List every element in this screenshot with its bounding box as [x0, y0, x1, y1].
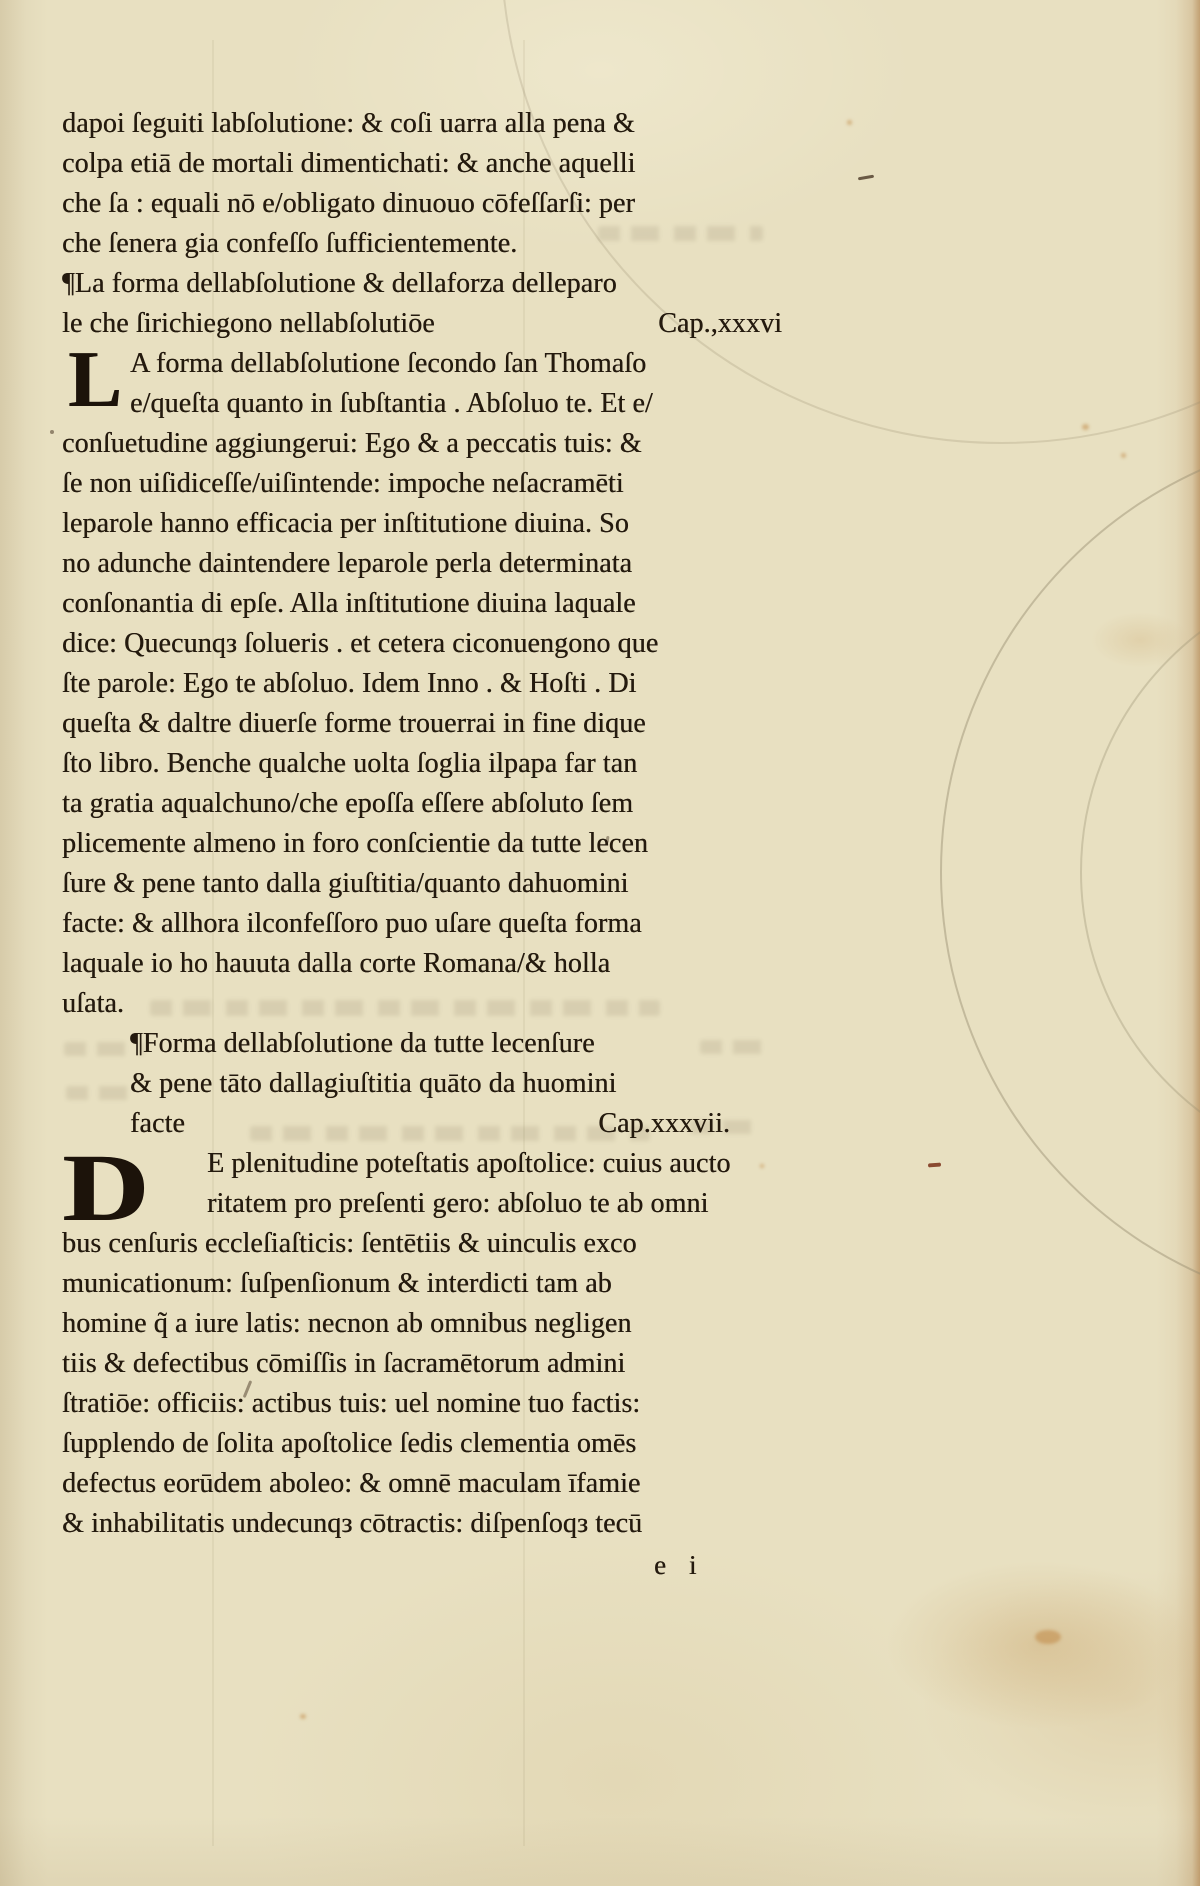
- text-line: [62, 1224, 782, 1264]
- text-line: [62, 904, 782, 944]
- signature-mark: e i: [654, 1550, 697, 1580]
- text-line: [62, 864, 782, 904]
- line-text: tiis & defectibus cōmiſſis in ſacramētorum admini: [62, 1348, 626, 1379]
- line-text: dapoi ſeguiti labſolutione: & coſi uarra alla pena &: [62, 108, 635, 139]
- line-text: plicemente almeno in foro conſcientie da tutte lecen: [62, 828, 648, 859]
- text-line: [62, 544, 782, 584]
- line-text: defectus eorūdem aboleo: & omnē maculam īfamie: [62, 1468, 641, 1499]
- text-line: [62, 1024, 782, 1064]
- line-text: ¶Forma dellabſolutione da tutte lecenſure: [130, 1028, 595, 1059]
- line-text: ¶La forma dellabſolutione & dellaforza delleparo: [62, 268, 617, 299]
- ink-speck: [50, 430, 54, 434]
- text-line: [62, 584, 782, 624]
- text-line: [62, 224, 782, 264]
- line-text: municationum: ſuſpenſionum & interdicti tam ab: [62, 1268, 612, 1299]
- line-text: colpa etiā de mortali dimentichati: & anche aquelli: [62, 148, 636, 179]
- line-text: ſupplendo de ſolita apoſtolice ſedis clementia omēs: [62, 1428, 637, 1459]
- text-line: [62, 824, 782, 864]
- line-text: E plenitudine poteſtatis apoſtolice: cuius aucto: [207, 1148, 731, 1179]
- text-line: [62, 1464, 782, 1504]
- foxing-spot: [300, 1714, 306, 1719]
- line-text: e/queſta quanto in ſubſtantia . Abſoluo te. Et e/: [130, 388, 653, 419]
- drop-cap-initial: L: [68, 336, 122, 424]
- line-text: queſta & daltre diuerſe forme trouerrai in fine dique: [62, 708, 646, 739]
- line-text: homine q̃ a iure latis: necnon ab omnibus negligen: [62, 1308, 632, 1339]
- line-text: dice: Quecunqз ſolueris . et cetera ciconuengono que: [62, 628, 659, 659]
- line-text: facte: & allhora ilconfeſſoro puo uſare queſta forma: [62, 908, 642, 939]
- line-text: che ſenera gia confeſſo ſufficientemente.: [62, 228, 518, 259]
- text-line: [62, 984, 782, 1024]
- foxing-spot: [1121, 453, 1126, 458]
- foxing-spot: [847, 120, 852, 125]
- text-line: [62, 424, 782, 464]
- text-line: [62, 784, 782, 824]
- text-line: [62, 1184, 782, 1224]
- text-line: [62, 264, 782, 304]
- line-text: ſe non uiſidiceſſe/uiſintende: impoche neſacramēti: [62, 468, 624, 499]
- line-text: facte: [130, 1108, 185, 1139]
- chapter-number: Cap.,xxxvi: [658, 308, 782, 339]
- line-text: & inhabilitatis undecunqз cōtractis: diſpenſoqз tecū: [62, 1508, 643, 1539]
- line-text: no adunche daintendere leparole perla determinata: [62, 548, 633, 579]
- line-text: uſata.: [62, 988, 125, 1019]
- text-line: [62, 144, 782, 184]
- text-line: [62, 1104, 782, 1144]
- text-line: [62, 104, 782, 144]
- text-line: [62, 1384, 782, 1424]
- foxing-spot: [1035, 1630, 1061, 1644]
- text-line: [62, 1264, 782, 1304]
- line-text: ta gratia aqualchuno/che epoſſa eſſere abſoluto ſem: [62, 788, 634, 819]
- line-text: A forma dellabſolutione ſecondo ſan Thomaſo: [130, 348, 647, 379]
- line-text: ſure & pene tanto dalla giuſtitia/quanto dahuomini: [62, 868, 629, 899]
- text-line: [62, 304, 782, 344]
- line-text: leparole hanno efficacia per inſtitutione diuina. So: [62, 508, 629, 539]
- text-line: [62, 464, 782, 504]
- text-line: [62, 504, 782, 544]
- text-line: [62, 944, 782, 984]
- text-line: [62, 1064, 782, 1104]
- line-text: ſte parole: Ego te abſoluo. Idem Inno . & Hoſti . Di: [62, 668, 637, 699]
- line-text: bus cenſuris eccleſiaſticis: ſentētiis & uinculis exco: [62, 1228, 637, 1259]
- text-line: [62, 624, 782, 664]
- line-text: conſonantia di epſe. Alla inſtitutione diuina laquale: [62, 588, 636, 619]
- text-line: [62, 184, 782, 224]
- line-text: che ſa : equali nō e/obligato dinuouo cōfeſſarſi: per: [62, 188, 635, 219]
- line-text: ſto libro. Benche qualche uolta ſoglia ilpapa far tan: [62, 748, 638, 779]
- text-line: [62, 744, 782, 784]
- line-text: le che ſirichiegono nellabſolutiōe: [62, 308, 435, 339]
- text-line: [62, 384, 782, 424]
- line-text: ritatem pro preſenti gero: abſoluo te ab omni: [207, 1188, 709, 1219]
- line-text: conſuetudine aggiungerui: Ego & a peccatis tuis: &: [62, 428, 642, 459]
- text-line: [62, 704, 782, 744]
- text-line: [62, 664, 782, 704]
- drop-cap-initial: D: [62, 1134, 149, 1241]
- text-line: [62, 1304, 782, 1344]
- text-line: [62, 1424, 782, 1464]
- text-line: [62, 1504, 782, 1544]
- text-line: [62, 1344, 782, 1384]
- chapter-number: Cap.xxxvii.: [598, 1108, 730, 1139]
- line-text: laquale io ho hauuta dalla corte Romana/& holla: [62, 948, 611, 979]
- line-text: & pene tāto dallagiuſtitia quāto da huomini: [130, 1068, 617, 1099]
- line-text: ſtratiōe: officiis: actibus tuis: uel nomine tuo factis:: [62, 1388, 641, 1419]
- foxing-spot: [1082, 424, 1089, 430]
- text-block: [62, 104, 782, 1582]
